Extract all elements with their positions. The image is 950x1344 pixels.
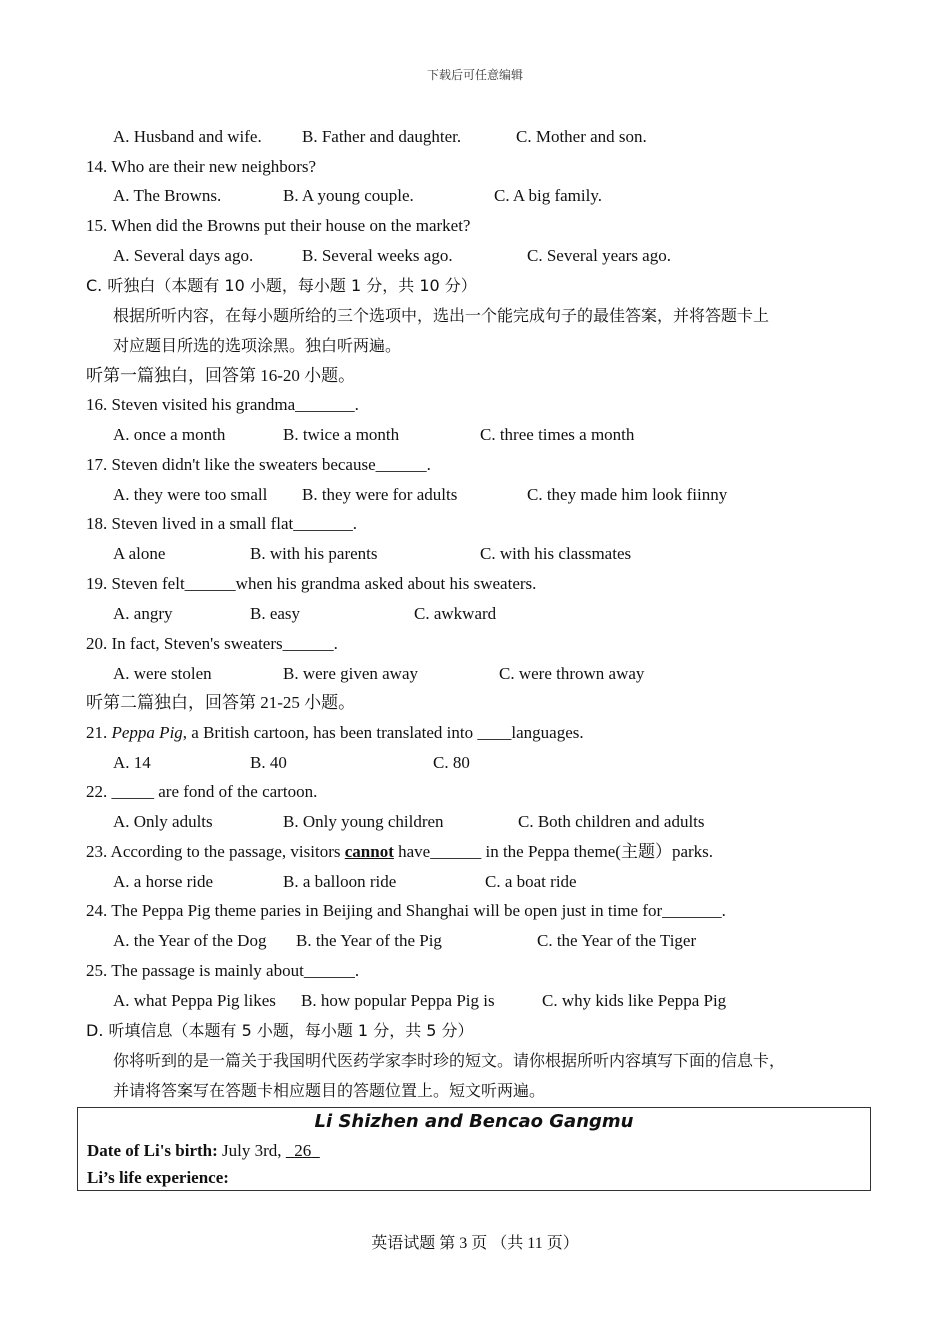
q20-stem: 20. In fact, Steven's sweaters______. bbox=[86, 634, 338, 653]
section-c-instruction-2: 对应题目所选的选项涂黑。独白听两遍。 bbox=[113, 336, 402, 355]
q22-stem: 22. _____ are fond of the cartoon. bbox=[86, 782, 318, 801]
monologue-1-heading: 听第一篇独白，回答第 16-20 小题。 bbox=[86, 366, 356, 385]
section-d-title: D. 听填信息（本题有 5 小题，每小题 1 分，共 5 分） bbox=[86, 1021, 474, 1040]
q25-option-b: B. how popular Peppa Pig is bbox=[301, 991, 495, 1010]
birth-row bbox=[87, 1141, 320, 1161]
q14-stem: 14. Who are their new neighbors? bbox=[86, 157, 317, 176]
q20-option-c: C. were thrown away bbox=[499, 664, 645, 683]
section-d-instruction-1: 你将听到的是一篇关于我国明代医药学家李时珍的短文。请你根据所听内容填写下面的信息卡， bbox=[113, 1051, 786, 1070]
q24-option-c: C. the Year of the Tiger bbox=[537, 931, 697, 950]
q14-option-b: B. A young couple. bbox=[283, 186, 414, 205]
q18-option-b: B. with his parents bbox=[250, 544, 378, 563]
q19-option-b: B. easy bbox=[250, 604, 301, 623]
answer-blank-26[interactable] bbox=[286, 1141, 320, 1160]
q21-option-b: B. 40 bbox=[250, 753, 287, 772]
q15-stem: 15. When did the Browns put their house on the market? bbox=[86, 216, 471, 235]
q17-stem: 17. Steven didn't like the sweaters because______. bbox=[86, 455, 431, 474]
q21-option-c: C. 80 bbox=[433, 753, 470, 772]
q20-option-b: B. were given away bbox=[283, 664, 419, 683]
q23-post: have______ in the Peppa theme(主题）parks. bbox=[393, 842, 714, 861]
q22-option-a: A. Only adults bbox=[113, 812, 213, 831]
q13-option-a: A. Husband and wife. bbox=[113, 127, 262, 146]
birth-label: Date of Li's birth: bbox=[87, 1141, 218, 1160]
q18-option-c: C. with his classmates bbox=[480, 544, 632, 563]
monologue-2-heading: 听第二篇独白，回答第 21-25 小题。 bbox=[86, 693, 356, 712]
q16-option-c: C. three times a month bbox=[480, 425, 635, 444]
birth-value: July 3rd, bbox=[217, 1141, 286, 1160]
q14-option-a: A. The Browns. bbox=[113, 186, 222, 205]
q17-option-a: A. they were too small bbox=[113, 485, 268, 504]
q23-option-c: C. a boat ride bbox=[485, 872, 577, 891]
section-c-title: C. 听独白（本题有 10 小题，每小题 1 分，共 10 分） bbox=[86, 276, 477, 295]
q24-stem: 24. The Peppa Pig theme paries in Beijing and Shanghai will be open just in time for_______. bbox=[86, 901, 726, 920]
q21-option-a: A. 14 bbox=[113, 753, 151, 772]
page-footer: 英语试题 第 3 页 （共 11 页） bbox=[371, 1235, 579, 1252]
q16-stem: 16. Steven visited his grandma_______. bbox=[86, 395, 359, 414]
section-c-instruction-1: 根据所听内容，在每小题所给的三个选项中，选出一个能完成句子的最佳答案，并将答题卡上 bbox=[113, 306, 770, 325]
q23-option-b: B. a balloon ride bbox=[283, 872, 397, 891]
life-experience-label: Li’s life experience: bbox=[87, 1168, 229, 1187]
q20-option-a: A. were stolen bbox=[113, 664, 212, 683]
q23-option-a: A. a horse ride bbox=[113, 872, 214, 891]
q25-option-c: C. why kids like Peppa Pig bbox=[542, 991, 727, 1010]
answer-blank-26-number: 26 bbox=[294, 1141, 312, 1160]
q23-stem bbox=[86, 842, 713, 862]
info-card bbox=[77, 1107, 871, 1191]
q24-option-a: A. the Year of the Dog bbox=[113, 931, 267, 950]
q21-title-italic: Peppa Pig bbox=[111, 723, 183, 742]
q15-option-a: A. Several days ago. bbox=[113, 246, 254, 265]
q15-option-b: B. Several weeks ago. bbox=[302, 246, 453, 265]
q13-option-c: C. Mother and son. bbox=[516, 127, 647, 146]
q17-option-c: C. they made him look fiinny bbox=[527, 485, 728, 504]
q25-option-a: A. what Peppa Pig likes bbox=[113, 991, 276, 1010]
q23-bold-word: cannot bbox=[344, 842, 394, 861]
q19-stem: 19. Steven felt______when his grandma asked about his sweaters. bbox=[86, 574, 537, 593]
section-d-instruction-2: 并请将答案写在答题卡相应题目的答题位置上。短文听两遍。 bbox=[113, 1081, 546, 1100]
q22-option-b: B. Only young children bbox=[283, 812, 444, 831]
q16-option-b: B. twice a month bbox=[283, 425, 400, 444]
q13-option-b: B. Father and daughter. bbox=[302, 127, 462, 146]
q21-stem bbox=[86, 723, 584, 743]
q15-option-c: C. Several years ago. bbox=[527, 246, 671, 265]
q25-stem: 25. The passage is mainly about______. bbox=[86, 961, 360, 980]
info-card-title: Li Shizhen and Bencao Gangmu bbox=[314, 1111, 634, 1132]
q22-option-c: C. Both children and adults bbox=[518, 812, 705, 831]
q18-stem: 18. Steven lived in a small flat_______. bbox=[86, 514, 358, 533]
q18-option-a: A alone bbox=[113, 544, 166, 563]
q23-pre: 23. According to the passage, visitors bbox=[86, 842, 345, 861]
q21-rest: , a British cartoon, has been translated into ____languages. bbox=[182, 723, 584, 742]
q21-number: 21. bbox=[86, 723, 112, 742]
page-header: 下载后可任意编辑 bbox=[426, 68, 523, 82]
q19-option-c: C. awkward bbox=[414, 604, 497, 623]
life-experience-row bbox=[87, 1168, 229, 1188]
q17-option-b: B. they were for adults bbox=[302, 485, 458, 504]
q14-option-c: C. A big family. bbox=[494, 186, 602, 205]
q19-option-a: A. angry bbox=[113, 604, 173, 623]
q24-option-b: B. the Year of the Pig bbox=[296, 931, 442, 950]
q16-option-a: A. once a month bbox=[113, 425, 226, 444]
